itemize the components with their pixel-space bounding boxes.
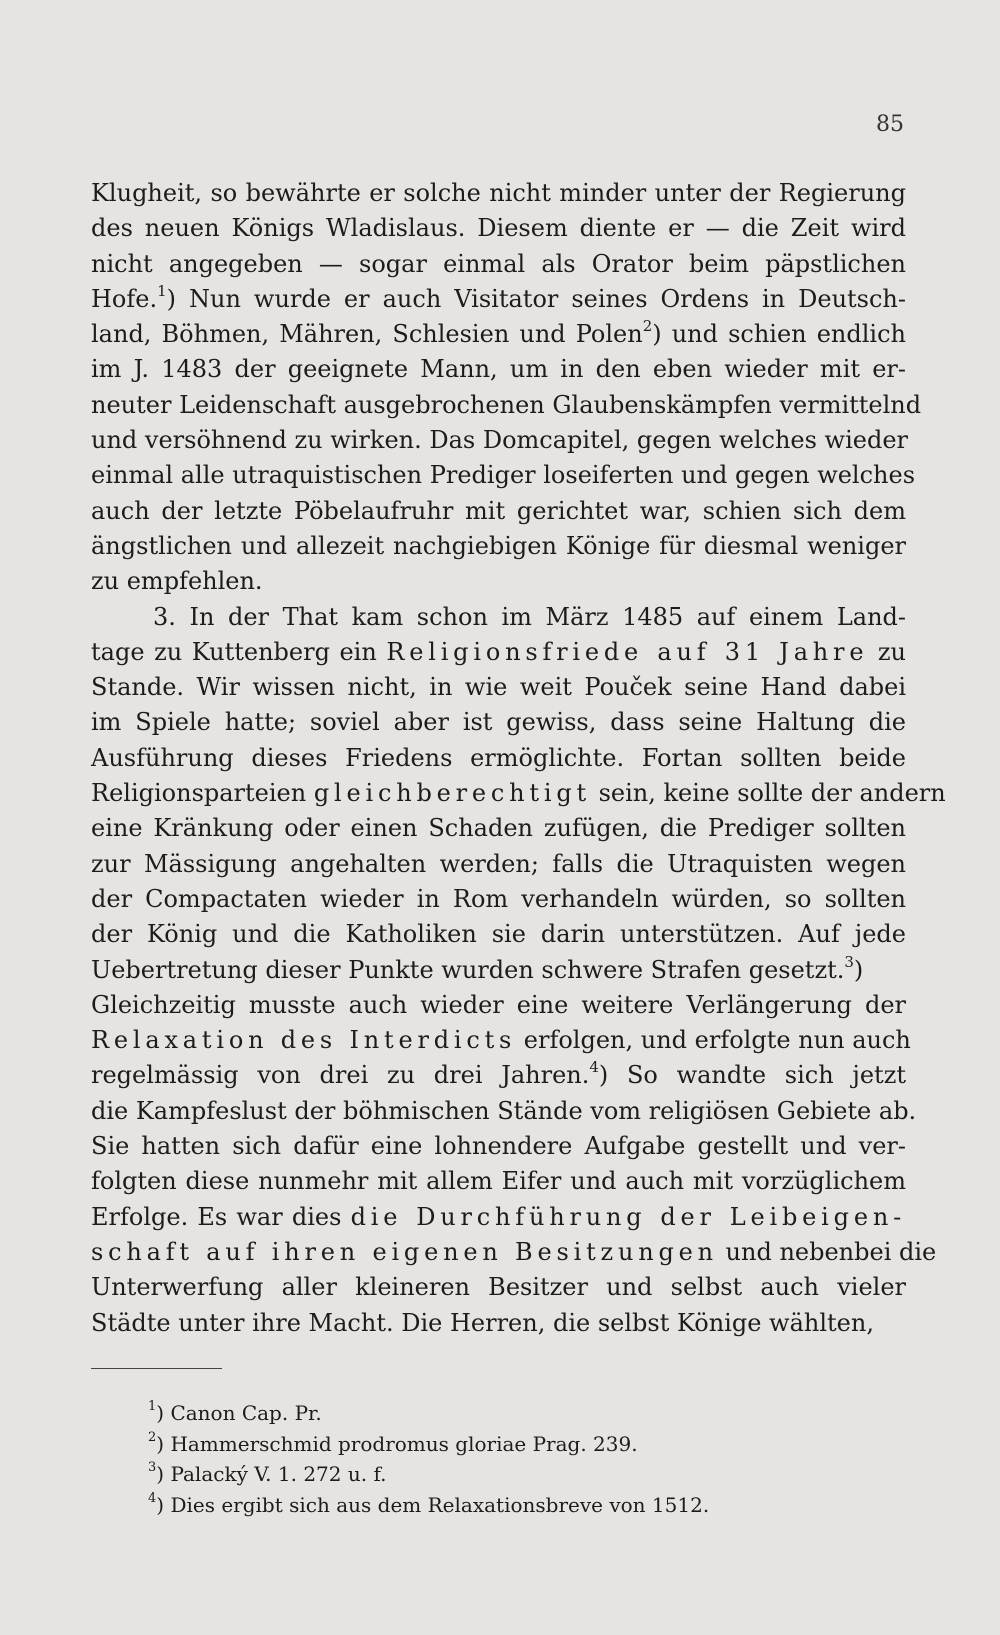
line-text: einmal alle utraquistischen Prediger loseiferten und gegen welches — [91, 461, 916, 490]
footnote-mark: 3 — [148, 1460, 157, 1476]
text-line — [91, 953, 906, 988]
line-text: sein, keine sollte der andern — [590, 779, 946, 808]
text-line — [91, 529, 906, 564]
text-line — [91, 176, 906, 211]
footnote-mark: 1 — [148, 1399, 157, 1415]
footnote-divider — [91, 1368, 222, 1369]
line-text: regelmässig von drei zu drei Jahren. — [91, 1061, 590, 1090]
footnotes — [148, 1398, 788, 1520]
text-line — [91, 211, 906, 246]
line-text: auch der letzte Pöbelaufruhr mit gerichtet war, schien sich dem — [91, 496, 906, 525]
line-text: eine Kränkung oder einen Schaden zufügen, die Prediger sollten — [91, 814, 906, 843]
line-text: folgten diese nunmehr mit allem Eifer und auch mit vorzüglichem — [91, 1167, 906, 1196]
footnote-ref: 3 — [844, 952, 854, 971]
footnote-ref: 4 — [589, 1058, 599, 1077]
footnote — [148, 1429, 788, 1460]
text-line — [91, 247, 906, 282]
footnote-mark: 2 — [148, 1429, 157, 1445]
text-line — [91, 600, 906, 635]
text-line — [91, 564, 906, 599]
line-text: tage zu Kuttenberg ein — [91, 637, 387, 666]
footnote-text: ) Hammerschmid prodromus gloriae Prag. 239. — [156, 1431, 638, 1456]
line-text: Ausführung dieses Friedens ermöglichte. Fortan sollten beide — [91, 743, 906, 772]
line-text: ) Nun wurde er auch Visitator seines Ordens in Deutsch- — [166, 284, 906, 313]
line-text: im Spiele hatte; soviel aber ist gewiss, dass seine Haltung die — [91, 708, 906, 737]
footnote — [148, 1459, 788, 1490]
line-text: zu — [868, 637, 906, 666]
footnote-text: ) Dies ergibt sich aus dem Relaxationsbreve von 1512. — [156, 1492, 710, 1517]
footnote — [148, 1490, 788, 1521]
text-line — [91, 282, 906, 317]
line-text: Stande. Wir wissen nicht, in wie weit Pouček seine Hand dabei — [91, 673, 906, 702]
text-line — [91, 847, 906, 882]
line-text: Klugheit, so bewährte er solche nicht minder unter der Regierung — [91, 179, 906, 207]
line-text: land, Böhmen, Mähren, Schlesien und Polen — [91, 320, 643, 349]
line-text: Gleichzeitig musste auch wieder eine weitere Verlängerung der — [91, 990, 906, 1019]
footnote-mark: 4 — [148, 1490, 157, 1506]
line-text: Unterwerfung aller kleineren Besitzer und selbst auch vieler — [91, 1273, 906, 1302]
text-line — [91, 988, 906, 1023]
line-text: ) So wandte sich jetzt — [598, 1061, 906, 1090]
text-line — [91, 1094, 917, 1129]
text-line — [91, 423, 909, 458]
footnote-ref: 2 — [642, 317, 653, 336]
line-text: die Kampfeslust der böhmischen Stände vom religiösen Gebiete ab. — [91, 1096, 917, 1125]
line-text: Städte unter ihre Macht. Die Herren, die selbst Könige wählten, — [91, 1308, 874, 1337]
line-text: Hofe. — [91, 284, 158, 313]
text-line — [91, 1306, 906, 1341]
line-text: der König und die Katholiken sie darin unterstützen. Auf jede — [91, 920, 906, 949]
spaced-emphasis: Religionsfriede auf 31 Jahre — [386, 637, 869, 666]
line-text: neuter Leidenschaft ausgebrochenen Glaubenskämpfen vermittelnd — [91, 390, 922, 419]
line-text: der Compactaten wieder in Rom verhandeln würden, so sollten — [91, 884, 906, 913]
footnote-ref: 1 — [157, 281, 167, 300]
footnote — [148, 1398, 788, 1429]
line-text: Erfolge. Es war dies — [91, 1202, 351, 1231]
line-text: nicht angegeben — sogar einmal als Orator beim päpstlichen — [91, 249, 906, 278]
page-number: 85 — [876, 112, 904, 137]
text-line — [91, 811, 906, 846]
line-text: ängstlichen und allezeit nachgiebigen Könige für diesmal weniger — [91, 531, 906, 560]
text-line — [91, 317, 906, 352]
line-text: des neuen Königs Wladislaus. Diesem diente er — die Zeit wird — [91, 214, 906, 243]
text-line — [91, 458, 916, 493]
line-text: und nebenbei die — [717, 1237, 937, 1266]
line-text: Uebertretung dieser Punkte wurden schwere Strafen gesetzt. — [91, 955, 845, 984]
line-text: Religionsparteien — [91, 779, 314, 808]
text-line — [91, 1235, 937, 1270]
line-text: und versöhnend zu wirken. Das Domcapitel, gegen welches wieder — [91, 426, 909, 455]
spaced-emphasis: schaft auf ihren eigenen Besitzungen — [91, 1237, 718, 1266]
text-line — [91, 741, 906, 776]
text-line — [91, 388, 922, 423]
text-line — [91, 1058, 906, 1093]
text-line — [91, 635, 906, 670]
line-text: zur Mässigung angehalten werden; falls die Utraquisten wegen — [91, 849, 906, 878]
text-line — [91, 1023, 911, 1058]
text-line — [91, 494, 906, 529]
line-text: Sie hatten sich dafür eine lohnendere Aufgabe gestellt und ver- — [91, 1132, 906, 1161]
line-text: ) und schien endlich — [652, 320, 906, 349]
text-line — [91, 1129, 906, 1164]
text-line — [91, 776, 946, 811]
footnote-text: ) Canon Cap. Pr. — [156, 1401, 322, 1425]
text-line — [91, 917, 906, 952]
footnote-text: ) Palacký V. 1. 272 u. f. — [156, 1462, 387, 1486]
spaced-emphasis: gleichberechtigt — [313, 779, 591, 808]
text-line — [91, 882, 906, 917]
text-line — [91, 352, 906, 387]
spaced-emphasis: Relaxation des Interdicts — [91, 1026, 517, 1055]
body-text — [91, 176, 946, 1341]
line-text: im J. 1483 der geeignete Mann, um in den eben wieder mit er- — [91, 355, 906, 384]
line-text: 3. In der That kam schon im März 1485 auf einem Land- — [153, 602, 906, 631]
text-line — [91, 705, 906, 740]
line-text: ) — [853, 955, 864, 984]
text-line — [91, 1270, 906, 1305]
spaced-emphasis: die Durchführung der Leibeigen- — [350, 1202, 906, 1231]
line-text: erfolgen, und erfolgte nun auch — [516, 1026, 911, 1055]
line-text: zu empfehlen. — [91, 567, 263, 596]
text-line — [91, 1200, 906, 1235]
text-line — [91, 1164, 906, 1199]
text-line — [91, 670, 906, 705]
